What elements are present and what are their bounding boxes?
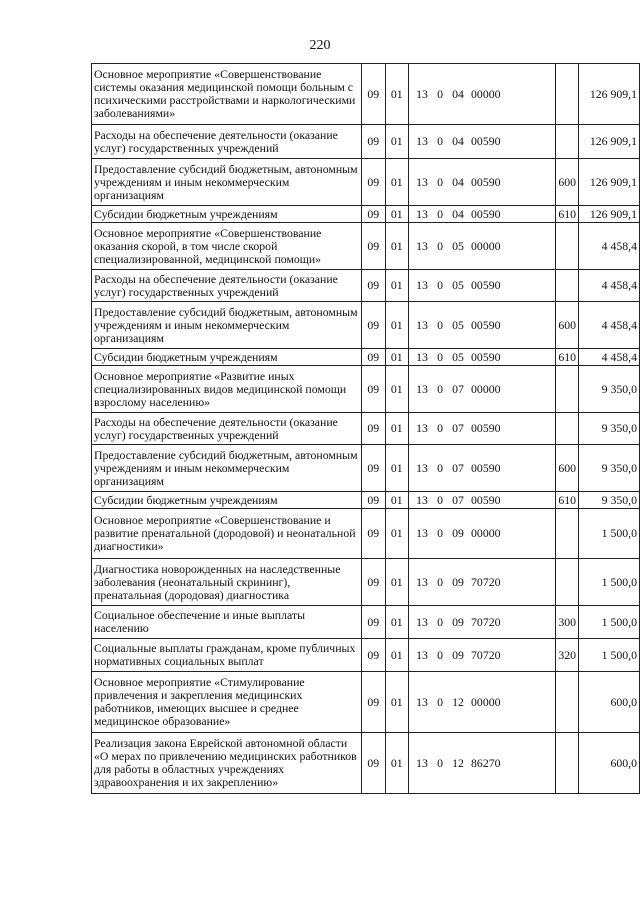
target-article-cell <box>409 270 556 302</box>
expense-type-cell <box>556 733 579 794</box>
amount-cell: 126 909,1 <box>579 206 640 223</box>
subsection-code-cell: 01 <box>385 733 409 794</box>
target-article-part: 0 <box>437 492 443 507</box>
subsection-code-cell: 01 <box>385 492 409 509</box>
table-row <box>92 559 640 606</box>
section-code-cell: 09 <box>362 223 386 270</box>
expense-name-cell: Основное мероприятие «Совершенствование и развитие пренатальной (дородовой) и неонатальной диагностики» <box>92 509 362 559</box>
target-article-part: 12 <box>452 755 464 770</box>
section-code-cell: 09 <box>362 606 386 639</box>
target-article-code <box>411 616 553 629</box>
amount-cell: 9 350,0 <box>579 492 640 509</box>
target-article-part: 00590 <box>471 134 501 148</box>
target-article-cell <box>409 492 556 509</box>
target-article-part: 0 <box>437 574 443 589</box>
table-row <box>92 413 640 445</box>
target-article-part: 0 <box>437 421 443 435</box>
subsection-code-cell: 01 <box>385 206 409 223</box>
expense-name-cell: Основное мероприятие «Развитие иных специализированных видов медицинской помощи взрослому населению» <box>92 366 362 413</box>
section-code-cell: 09 <box>362 559 386 606</box>
target-article-part: 13 <box>416 86 428 101</box>
target-article-code <box>411 576 553 589</box>
subsection-code-cell: 01 <box>385 349 409 366</box>
target-article-part: 04 <box>452 134 464 148</box>
expense-name-cell: Субсидии бюджетным учреждениям <box>92 206 362 223</box>
target-article-cell <box>409 672 556 733</box>
target-article-part: 12 <box>452 694 464 709</box>
table-row <box>92 366 640 413</box>
target-article-code <box>411 696 553 709</box>
section-code-cell: 09 <box>362 492 386 509</box>
target-article-part: 09 <box>452 574 464 589</box>
target-article-part: 70720 <box>471 574 501 589</box>
amount-cell: 1 500,0 <box>579 639 640 672</box>
target-article-part: 00590 <box>471 317 501 332</box>
expense-type-cell <box>556 413 579 445</box>
subsection-code-cell: 01 <box>385 413 409 445</box>
expense-name-cell: Предоставление субсидий бюджетным, автономным учреждениям и иным некоммерческим организациям <box>92 445 362 492</box>
target-article-part: 07 <box>452 492 464 507</box>
target-article-part: 70720 <box>471 614 501 629</box>
target-article-part: 0 <box>437 526 443 540</box>
target-article-cell <box>409 349 556 366</box>
amount-cell: 9 350,0 <box>579 445 640 492</box>
table-row <box>92 159 640 206</box>
expense-type-cell <box>556 672 579 733</box>
expense-type-cell: 610 <box>556 492 579 509</box>
target-article-code <box>411 649 553 662</box>
subsection-code-cell: 01 <box>385 125 409 159</box>
target-article-part: 07 <box>452 421 464 435</box>
subsection-code-cell: 01 <box>385 366 409 413</box>
subsection-code-cell: 01 <box>385 445 409 492</box>
budget-table-body <box>92 64 640 794</box>
target-article-cell <box>409 64 556 125</box>
subsection-code-cell: 01 <box>385 302 409 349</box>
target-article-part: 70720 <box>471 647 501 662</box>
target-article-part: 13 <box>416 755 428 770</box>
expense-type-cell <box>556 270 579 302</box>
target-article-code <box>411 176 553 189</box>
amount-cell: 1 500,0 <box>579 509 640 559</box>
section-code-cell: 09 <box>362 366 386 413</box>
target-article-code <box>411 757 553 770</box>
target-article-code <box>411 208 553 221</box>
table-row <box>92 302 640 349</box>
table-row <box>92 223 640 270</box>
target-article-part: 13 <box>416 614 428 629</box>
amount-cell: 4 458,4 <box>579 223 640 270</box>
expense-type-cell: 600 <box>556 445 579 492</box>
amount-cell: 9 350,0 <box>579 366 640 413</box>
target-article-part: 0 <box>437 381 443 396</box>
target-article-part: 0 <box>437 694 443 709</box>
target-article-part: 13 <box>416 694 428 709</box>
target-article-cell <box>409 606 556 639</box>
section-code-cell: 09 <box>362 64 386 125</box>
section-code-cell: 09 <box>362 733 386 794</box>
target-article-cell <box>409 302 556 349</box>
target-article-part: 00590 <box>471 278 501 292</box>
amount-cell: 1 500,0 <box>579 559 640 606</box>
expense-name-cell: Предоставление субсидий бюджетным, автономным учреждениям и иным некоммерческим организациям <box>92 159 362 206</box>
target-article-code <box>411 351 553 364</box>
target-article-part: 05 <box>452 349 464 364</box>
target-article-part: 0 <box>437 647 443 662</box>
expense-type-cell: 600 <box>556 302 579 349</box>
table-row <box>92 639 640 672</box>
section-code-cell: 09 <box>362 509 386 559</box>
expense-type-cell: 610 <box>556 206 579 223</box>
target-article-cell <box>409 125 556 159</box>
target-article-part: 00000 <box>471 381 501 396</box>
amount-cell: 126 909,1 <box>579 159 640 206</box>
target-article-part: 00000 <box>471 694 501 709</box>
target-article-part: 13 <box>416 492 428 507</box>
table-row <box>92 125 640 159</box>
expense-type-cell <box>556 223 579 270</box>
expense-type-cell: 320 <box>556 639 579 672</box>
expense-name-cell: Основное мероприятие «Совершенствование системы оказания медицинской помощи больным с психическими расстройствами и наркологическими заболеваниями» <box>92 64 362 125</box>
target-article-code <box>411 383 553 396</box>
subsection-code-cell: 01 <box>385 606 409 639</box>
target-article-part: 0 <box>437 134 443 148</box>
table-row <box>92 206 640 223</box>
target-article-part: 09 <box>452 526 464 540</box>
subsection-code-cell: 01 <box>385 672 409 733</box>
amount-cell: 1 500,0 <box>579 606 640 639</box>
target-article-part: 0 <box>437 614 443 629</box>
target-article-code <box>411 88 553 101</box>
target-article-cell <box>409 445 556 492</box>
subsection-code-cell: 01 <box>385 159 409 206</box>
section-code-cell: 09 <box>362 672 386 733</box>
target-article-part: 05 <box>452 238 464 253</box>
target-article-code <box>411 240 553 253</box>
target-article-cell <box>409 559 556 606</box>
table-row <box>92 349 640 366</box>
target-article-part: 00000 <box>471 86 501 101</box>
expense-name-cell: Социальные выплаты гражданам, кроме публичных нормативных социальных выплат <box>92 639 362 672</box>
target-article-part: 0 <box>437 206 443 221</box>
expense-type-cell <box>556 366 579 413</box>
page-number: 220 <box>309 38 331 53</box>
table-row <box>92 492 640 509</box>
target-article-part: 00590 <box>471 206 501 221</box>
section-code-cell: 09 <box>362 125 386 159</box>
target-article-part: 13 <box>416 238 428 253</box>
section-code-cell: 09 <box>362 270 386 302</box>
target-article-part: 00000 <box>471 526 501 540</box>
expense-name-cell: Субсидии бюджетным учреждениям <box>92 492 362 509</box>
expense-type-cell: 300 <box>556 606 579 639</box>
subsection-code-cell: 01 <box>385 559 409 606</box>
table-row <box>92 64 640 125</box>
target-article-part: 13 <box>416 278 428 292</box>
target-article-cell <box>409 733 556 794</box>
budget-table <box>91 63 640 794</box>
expense-type-cell <box>556 64 579 125</box>
target-article-code <box>411 494 553 507</box>
target-article-code <box>411 279 553 292</box>
target-article-part: 00590 <box>471 174 501 189</box>
target-article-part: 13 <box>416 460 428 475</box>
target-article-part: 0 <box>437 755 443 770</box>
target-article-part: 13 <box>416 421 428 435</box>
amount-cell: 4 458,4 <box>579 302 640 349</box>
target-article-code <box>411 319 553 332</box>
target-article-part: 13 <box>416 526 428 540</box>
section-code-cell: 09 <box>362 302 386 349</box>
expense-type-cell: 610 <box>556 349 579 366</box>
subsection-code-cell: 01 <box>385 509 409 559</box>
target-article-part: 13 <box>416 647 428 662</box>
target-article-cell <box>409 509 556 559</box>
table-row <box>92 606 640 639</box>
amount-cell: 4 458,4 <box>579 270 640 302</box>
section-code-cell: 09 <box>362 159 386 206</box>
target-article-part: 86270 <box>471 755 501 770</box>
section-code-cell: 09 <box>362 445 386 492</box>
table-row <box>92 733 640 794</box>
expense-name-cell: Основное мероприятие «Совершенствование оказания скорой, в том числе скорой специализированной, медицинской помощи» <box>92 223 362 270</box>
expense-name-cell: Предоставление субсидий бюджетным, автономным учреждениям и иным некоммерческим организациям <box>92 302 362 349</box>
target-article-part: 07 <box>452 460 464 475</box>
expense-name-cell: Субсидии бюджетным учреждениям <box>92 349 362 366</box>
expense-type-cell <box>556 509 579 559</box>
target-article-cell <box>409 413 556 445</box>
amount-cell: 600,0 <box>579 733 640 794</box>
target-article-part: 0 <box>437 174 443 189</box>
target-article-cell <box>409 366 556 413</box>
target-article-part: 00590 <box>471 460 501 475</box>
target-article-part: 00590 <box>471 492 501 507</box>
target-article-part: 04 <box>452 206 464 221</box>
target-article-part: 13 <box>416 206 428 221</box>
target-article-cell <box>409 159 556 206</box>
target-article-part: 09 <box>452 647 464 662</box>
expense-name-cell: Диагностика новорожденных на наследственные заболевания (неонатальный скрининг), пренатальная (дородовая) диагностика <box>92 559 362 606</box>
target-article-code <box>411 422 553 435</box>
target-article-part: 04 <box>452 174 464 189</box>
subsection-code-cell: 01 <box>385 639 409 672</box>
amount-cell: 4 458,4 <box>579 349 640 366</box>
target-article-cell <box>409 639 556 672</box>
section-code-cell: 09 <box>362 639 386 672</box>
target-article-cell <box>409 223 556 270</box>
target-article-part: 13 <box>416 349 428 364</box>
subsection-code-cell: 01 <box>385 223 409 270</box>
target-article-part: 00000 <box>471 238 501 253</box>
target-article-part: 00590 <box>471 421 501 435</box>
amount-cell: 9 350,0 <box>579 413 640 445</box>
amount-cell: 126 909,1 <box>579 64 640 125</box>
target-article-code <box>411 527 553 540</box>
target-article-cell <box>409 206 556 223</box>
target-article-part: 13 <box>416 134 428 148</box>
target-article-part: 04 <box>452 86 464 101</box>
expense-name-cell: Расходы на обеспечение деятельности (оказание услуг) государственных учреждений <box>92 413 362 445</box>
amount-cell: 600,0 <box>579 672 640 733</box>
expense-name-cell: Реализация закона Еврейской автономной области «О мерах по привлечению медицинских работников для работы в областных учреждениях здравоохранения и их закреплению» <box>92 733 362 794</box>
expense-name-cell: Расходы на обеспечение деятельности (оказание услуг) государственных учреждений <box>92 270 362 302</box>
expense-type-cell <box>556 559 579 606</box>
amount-cell: 126 909,1 <box>579 125 640 159</box>
section-code-cell: 09 <box>362 349 386 366</box>
section-code-cell: 09 <box>362 206 386 223</box>
table-row <box>92 509 640 559</box>
target-article-part: 0 <box>437 238 443 253</box>
expense-type-cell: 600 <box>556 159 579 206</box>
target-article-part: 0 <box>437 349 443 364</box>
subsection-code-cell: 01 <box>385 270 409 302</box>
target-article-part: 0 <box>437 86 443 101</box>
table-row <box>92 445 640 492</box>
target-article-code <box>411 135 553 148</box>
target-article-code <box>411 462 553 475</box>
expense-name-cell: Расходы на обеспечение деятельности (оказание услуг) государственных учреждений <box>92 125 362 159</box>
target-article-part: 0 <box>437 317 443 332</box>
target-article-part: 07 <box>452 381 464 396</box>
table-row <box>92 672 640 733</box>
section-code-cell: 09 <box>362 413 386 445</box>
expense-name-cell: Основное мероприятие «Стимулирование привлечения и закрепления медицинских работников, имеющих высшее и среднее медицинское образование» <box>92 672 362 733</box>
target-article-part: 0 <box>437 278 443 292</box>
target-article-part: 13 <box>416 317 428 332</box>
expense-type-cell <box>556 125 579 159</box>
target-article-part: 05 <box>452 278 464 292</box>
expense-name-cell: Социальное обеспечение и иные выплаты населению <box>92 606 362 639</box>
target-article-part: 09 <box>452 614 464 629</box>
table-row <box>92 270 640 302</box>
target-article-part: 00590 <box>471 349 501 364</box>
target-article-part: 05 <box>452 317 464 332</box>
target-article-part: 13 <box>416 574 428 589</box>
target-article-part: 13 <box>416 381 428 396</box>
target-article-part: 13 <box>416 174 428 189</box>
subsection-code-cell: 01 <box>385 64 409 125</box>
target-article-part: 0 <box>437 460 443 475</box>
